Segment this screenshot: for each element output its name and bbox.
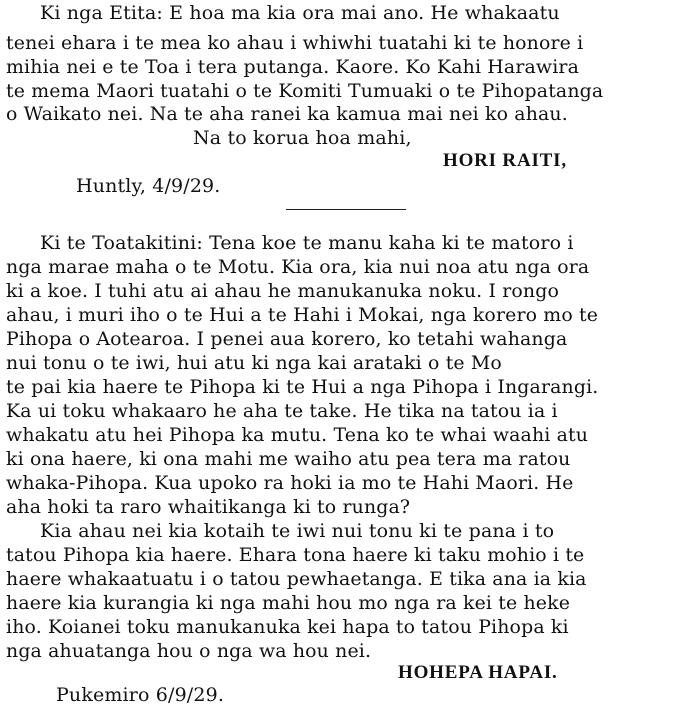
letter2-line: whakatu atu hei Pihopa ka mutu. Tena ko te whai waahi atu <box>6 424 589 446</box>
letter2-line: ahau, i muri iho o te Hui a te Hahi i Mokai, nga korero mo te <box>6 304 599 326</box>
letter1-line: tenei ehara i te mea ko ahau i whiwhi tuatahi ki te honore i <box>6 32 584 54</box>
letter2-line: Ki te Toatakitini: Tena koe te manu kaha ki te matoro i <box>40 232 574 254</box>
letter1-line: mihia nei e te Toa i tera putanga. Kaore. Ko Kahi Harawira <box>6 56 580 78</box>
letter2-line: Kia ahau nei kia kotaih te iwi nui tonu ki te pana i to <box>40 520 555 542</box>
letter2-line: tatou Pihopa kia haere. Ehara tona haere ki taku mohio i te <box>6 544 585 566</box>
letter2-line: nga ahuatanga hou o nga wa hou nei. <box>6 640 372 662</box>
section-divider <box>286 209 406 210</box>
letter1-closing: Na to korua hoa mahi, <box>193 127 412 149</box>
letter2-line: haere whakaatuatu i o tatou pewhaetanga. E tika ana ia kia <box>6 568 587 590</box>
letter1-signature: HORI RAITI, <box>443 150 567 171</box>
letter2-place-date: Pukemiro 6/9/29. <box>56 684 225 706</box>
letter2-line: iho. Koianei toku manukanuka kei hapa to tatou Pihopa ki <box>6 616 569 638</box>
letter2-signature: HOHEPA HAPAI. <box>398 662 558 683</box>
letter2-line: Pihopa o Aotearoa. I penei aua korero, ko tetahi wahanga <box>6 328 568 350</box>
letter2-line: haere kia kurangia ki nga mahi hou mo nga ra kei te heke <box>6 592 571 614</box>
letter2-line: Ka ui toku whakaaro he aha te take. He tika na tatou ia i <box>6 400 558 422</box>
letter2-line: nga marae maha o te Motu. Kia ora, kia nui noa atu nga ora <box>6 256 590 278</box>
letter2-line: aha hoki ta raro whaitikanga ki to runga? <box>6 496 411 518</box>
letter1-line: Ki nga Etita: E hoa ma kia ora mai ano. He whakaatu <box>40 2 560 24</box>
letter2-line: ki ona haere, ki ona mahi me waiho atu pea tera ma ratou <box>6 448 571 470</box>
letter1-place-date: Huntly, 4/9/29. <box>76 175 221 197</box>
letter2-line: ki a koe. I tuhi atu ai ahau he manukanuka noku. I rongo <box>6 280 560 302</box>
letter1-line: te mema Maori tuatahi o te Komiti Tumuaki o te Pihopatanga <box>6 80 604 102</box>
letter2-line: nui tonu o te iwi, hui atu ki nga kai arataki o te Mo <box>6 352 502 374</box>
letter2-line: te pai kia haere te Pihopa ki te Hui a nga Pihopa i Ingarangi. <box>6 376 599 398</box>
letter2-line: whaka-Pihopa. Kua upoko ra hoki ia mo te Hahi Maori. He <box>6 472 574 494</box>
letter1-line: o Waikato nei. Na te aha ranei ka kamua mai nei ko ahau. <box>6 103 568 125</box>
